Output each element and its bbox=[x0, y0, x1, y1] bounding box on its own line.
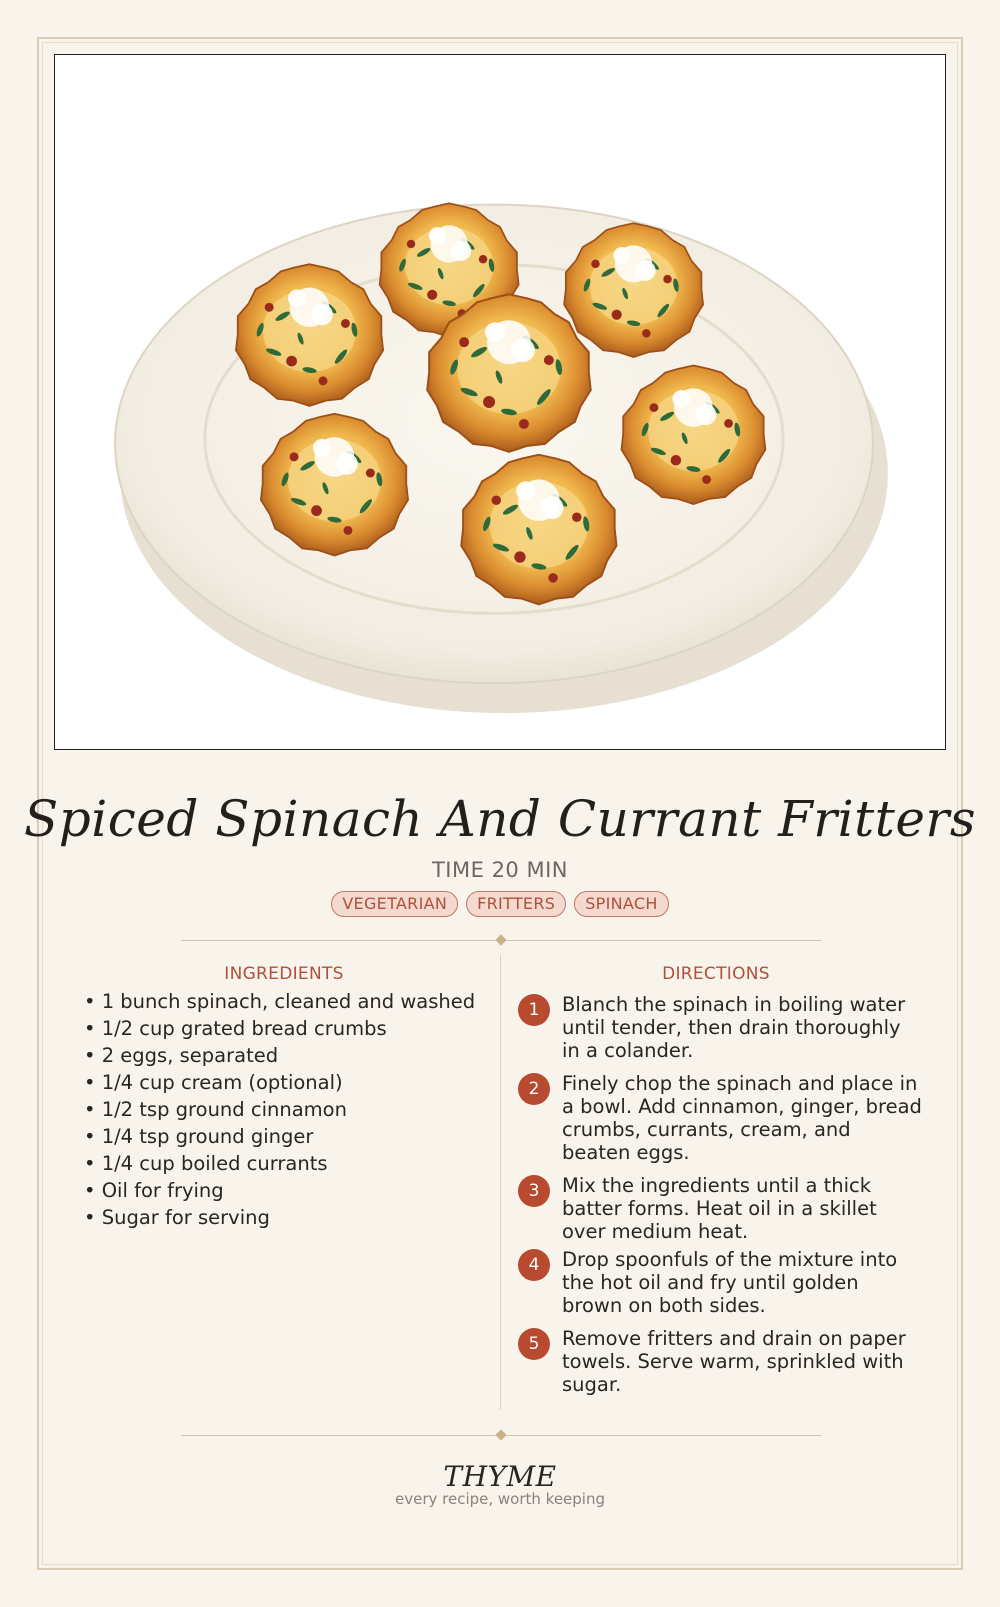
recipe-title: Spiced Spinach And Currant Fritters bbox=[24, 790, 976, 848]
tag-spinach[interactable]: SPINACH bbox=[574, 891, 668, 917]
step-number: 1 bbox=[518, 994, 550, 1026]
step-text: Blanch the spinach in boiling water until tender, then drain thoroughly in a colander. bbox=[562, 993, 906, 1062]
directions-heading: DIRECTIONS bbox=[662, 964, 770, 984]
ingredient-item: • 1/4 cup cream (optional) bbox=[84, 1069, 475, 1096]
tag-vegetarian[interactable]: VEGETARIAN bbox=[331, 891, 458, 917]
step-number: 3 bbox=[518, 1175, 550, 1207]
brand-logo: THYME bbox=[443, 1460, 557, 1493]
ingredient-item: • 1/2 tsp ground cinnamon bbox=[84, 1096, 475, 1123]
brand-tagline: every recipe, worth keeping bbox=[394, 1490, 605, 1508]
step-text: Remove fritters and drain on paper towels. Serve warm, sprinkled with sugar. bbox=[562, 1327, 906, 1396]
ingredient-item: • Oil for frying bbox=[84, 1177, 475, 1204]
step-number: 4 bbox=[518, 1249, 550, 1281]
ingredient-item: • 1/4 tsp ground ginger bbox=[84, 1123, 475, 1150]
ingredient-item: • 1 bunch spinach, cleaned and washed bbox=[84, 988, 475, 1015]
recipe-time: TIME 20 MIN bbox=[431, 858, 568, 882]
hero-image bbox=[54, 54, 946, 750]
ingredient-item: • 2 eggs, separated bbox=[84, 1042, 475, 1069]
ingredient-item: • 1/4 cup boiled currants bbox=[84, 1150, 475, 1177]
ingredients-list bbox=[84, 988, 475, 1231]
tag-list bbox=[0, 891, 1000, 917]
ingredient-item: • Sugar for serving bbox=[84, 1204, 475, 1231]
ingredients-heading: INGREDIENTS bbox=[224, 964, 344, 984]
step-text: Drop spoonfuls of the mixture into the hot oil and fry until golden brown on both sides. bbox=[562, 1248, 898, 1317]
fritters-illustration bbox=[55, 55, 945, 749]
column-divider bbox=[500, 955, 501, 1410]
step-text: Finely chop the spinach and place in a bowl. Add cinnamon, ginger, bread crumbs, currants, cream, and beaten eggs. bbox=[562, 1072, 922, 1164]
ingredient-item: • 1/2 cup grated bread crumbs bbox=[84, 1015, 475, 1042]
step-number: 5 bbox=[518, 1328, 550, 1360]
step-text: Mix the ingredients until a thick batter forms. Heat oil in a skillet over medium heat. bbox=[562, 1174, 877, 1243]
step-number: 2 bbox=[518, 1073, 550, 1105]
tag-fritters[interactable]: FRITTERS bbox=[466, 891, 566, 917]
